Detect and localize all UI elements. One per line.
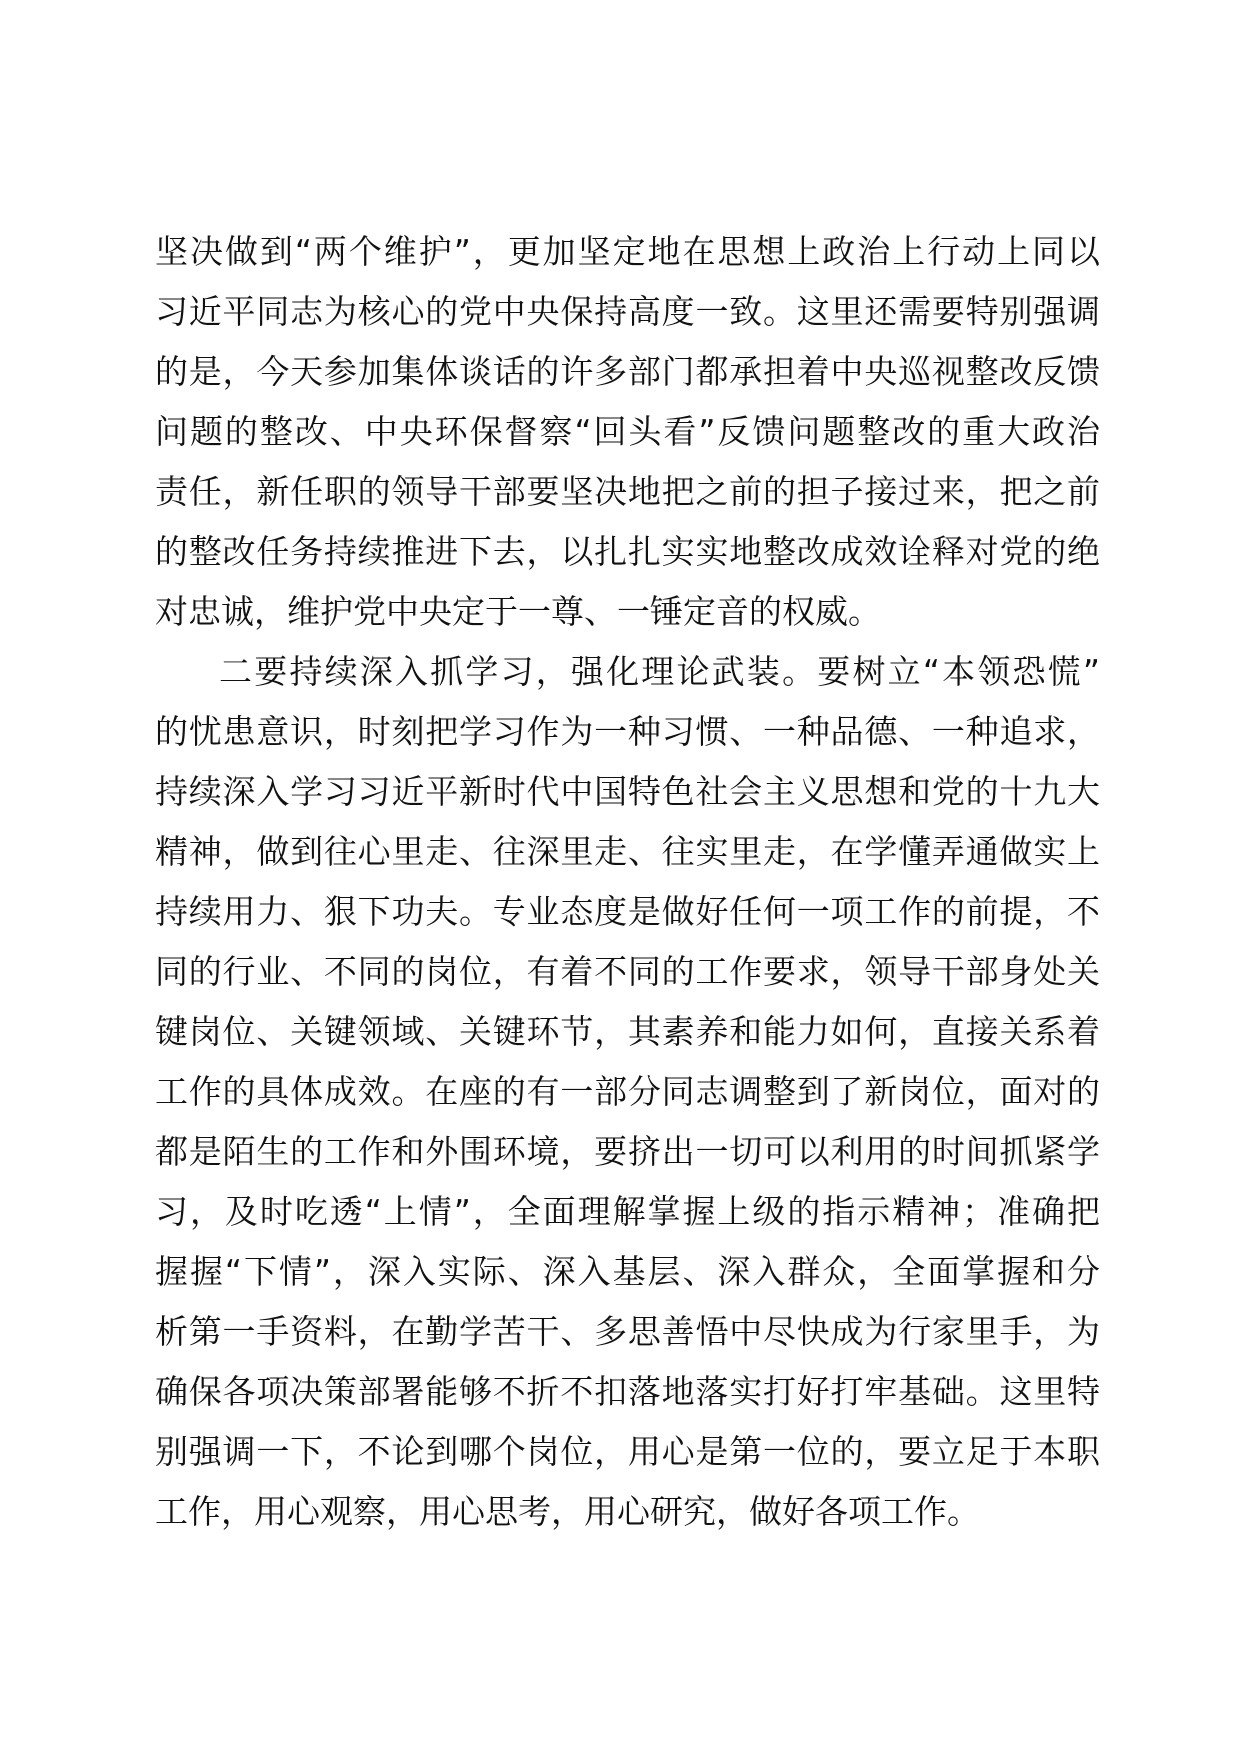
text-line: 确保各项决策部署能够不折不扣落地落实打好打牢基础。这里特 xyxy=(155,1372,1100,1411)
text-line: 二要持续深入抓学习，强化理论武装。要树立“本领恐慌” xyxy=(219,652,1100,691)
text-line: 精神，做到往心里走、往深里走、往实里走，在学懂弄通做实上 xyxy=(155,832,1100,871)
text-line: 责任，新任职的领导干部要坚决地把之前的担子接过来，把之前 xyxy=(155,472,1100,511)
text-line: 习近平同志为核心的党中央保持高度一致。这里还需要特别强调 xyxy=(155,292,1100,331)
text-line: 析第一手资料，在勤学苦干、多思善悟中尽快成为行家里手，为 xyxy=(155,1312,1100,1351)
text-line: 习，及时吃透“上情”，全面理解掌握上级的指示精神；准确把 xyxy=(155,1192,1100,1231)
text-line: 持续用力、狠下功夫。专业态度是做好任何一项工作的前提，不 xyxy=(155,892,1100,931)
text-line: 都是陌生的工作和外围环境，要挤出一切可以利用的时间抓紧学 xyxy=(155,1132,1100,1171)
paragraph-1 xyxy=(155,222,1100,642)
text-line: 工作，用心观察，用心思考，用心研究，做好各项工作。 xyxy=(155,1492,980,1531)
text-line: 的忧患意识，时刻把学习作为一种习惯、一种品德、一种追求， xyxy=(155,712,1100,751)
text-line: 握握“下情”，深入实际、深入基层、深入群众，全面掌握和分 xyxy=(155,1252,1100,1291)
paragraph-2 xyxy=(155,642,1100,1542)
text-line: 的是，今天参加集体谈话的许多部门都承担着中央巡视整改反馈 xyxy=(155,352,1100,391)
text-line: 的整改任务持续推进下去，以扎扎实实地整改成效诠释对党的绝 xyxy=(155,532,1100,571)
text-line: 持续深入学习习近平新时代中国特色社会主义思想和党的十九大 xyxy=(155,772,1100,811)
text-line: 坚决做到“两个维护”，更加坚定地在思想上政治上行动上同以 xyxy=(155,232,1100,271)
body-text xyxy=(155,222,1100,1542)
text-line: 同的行业、不同的岗位，有着不同的工作要求，领导干部身处关 xyxy=(155,952,1100,991)
text-line: 别强调一下，不论到哪个岗位，用心是第一位的，要立足于本职 xyxy=(155,1432,1100,1471)
text-line: 键岗位、关键领域、关键环节，其素养和能力如何，直接关系着 xyxy=(155,1012,1100,1051)
text-line: 问题的整改、中央环保督察“回头看”反馈问题整改的重大政治 xyxy=(155,412,1100,451)
text-line: 工作的具体成效。在座的有一部分同志调整到了新岗位，面对的 xyxy=(155,1072,1100,1111)
text-line: 对忠诚，维护党中央定于一尊、一锤定音的权威。 xyxy=(155,592,881,631)
